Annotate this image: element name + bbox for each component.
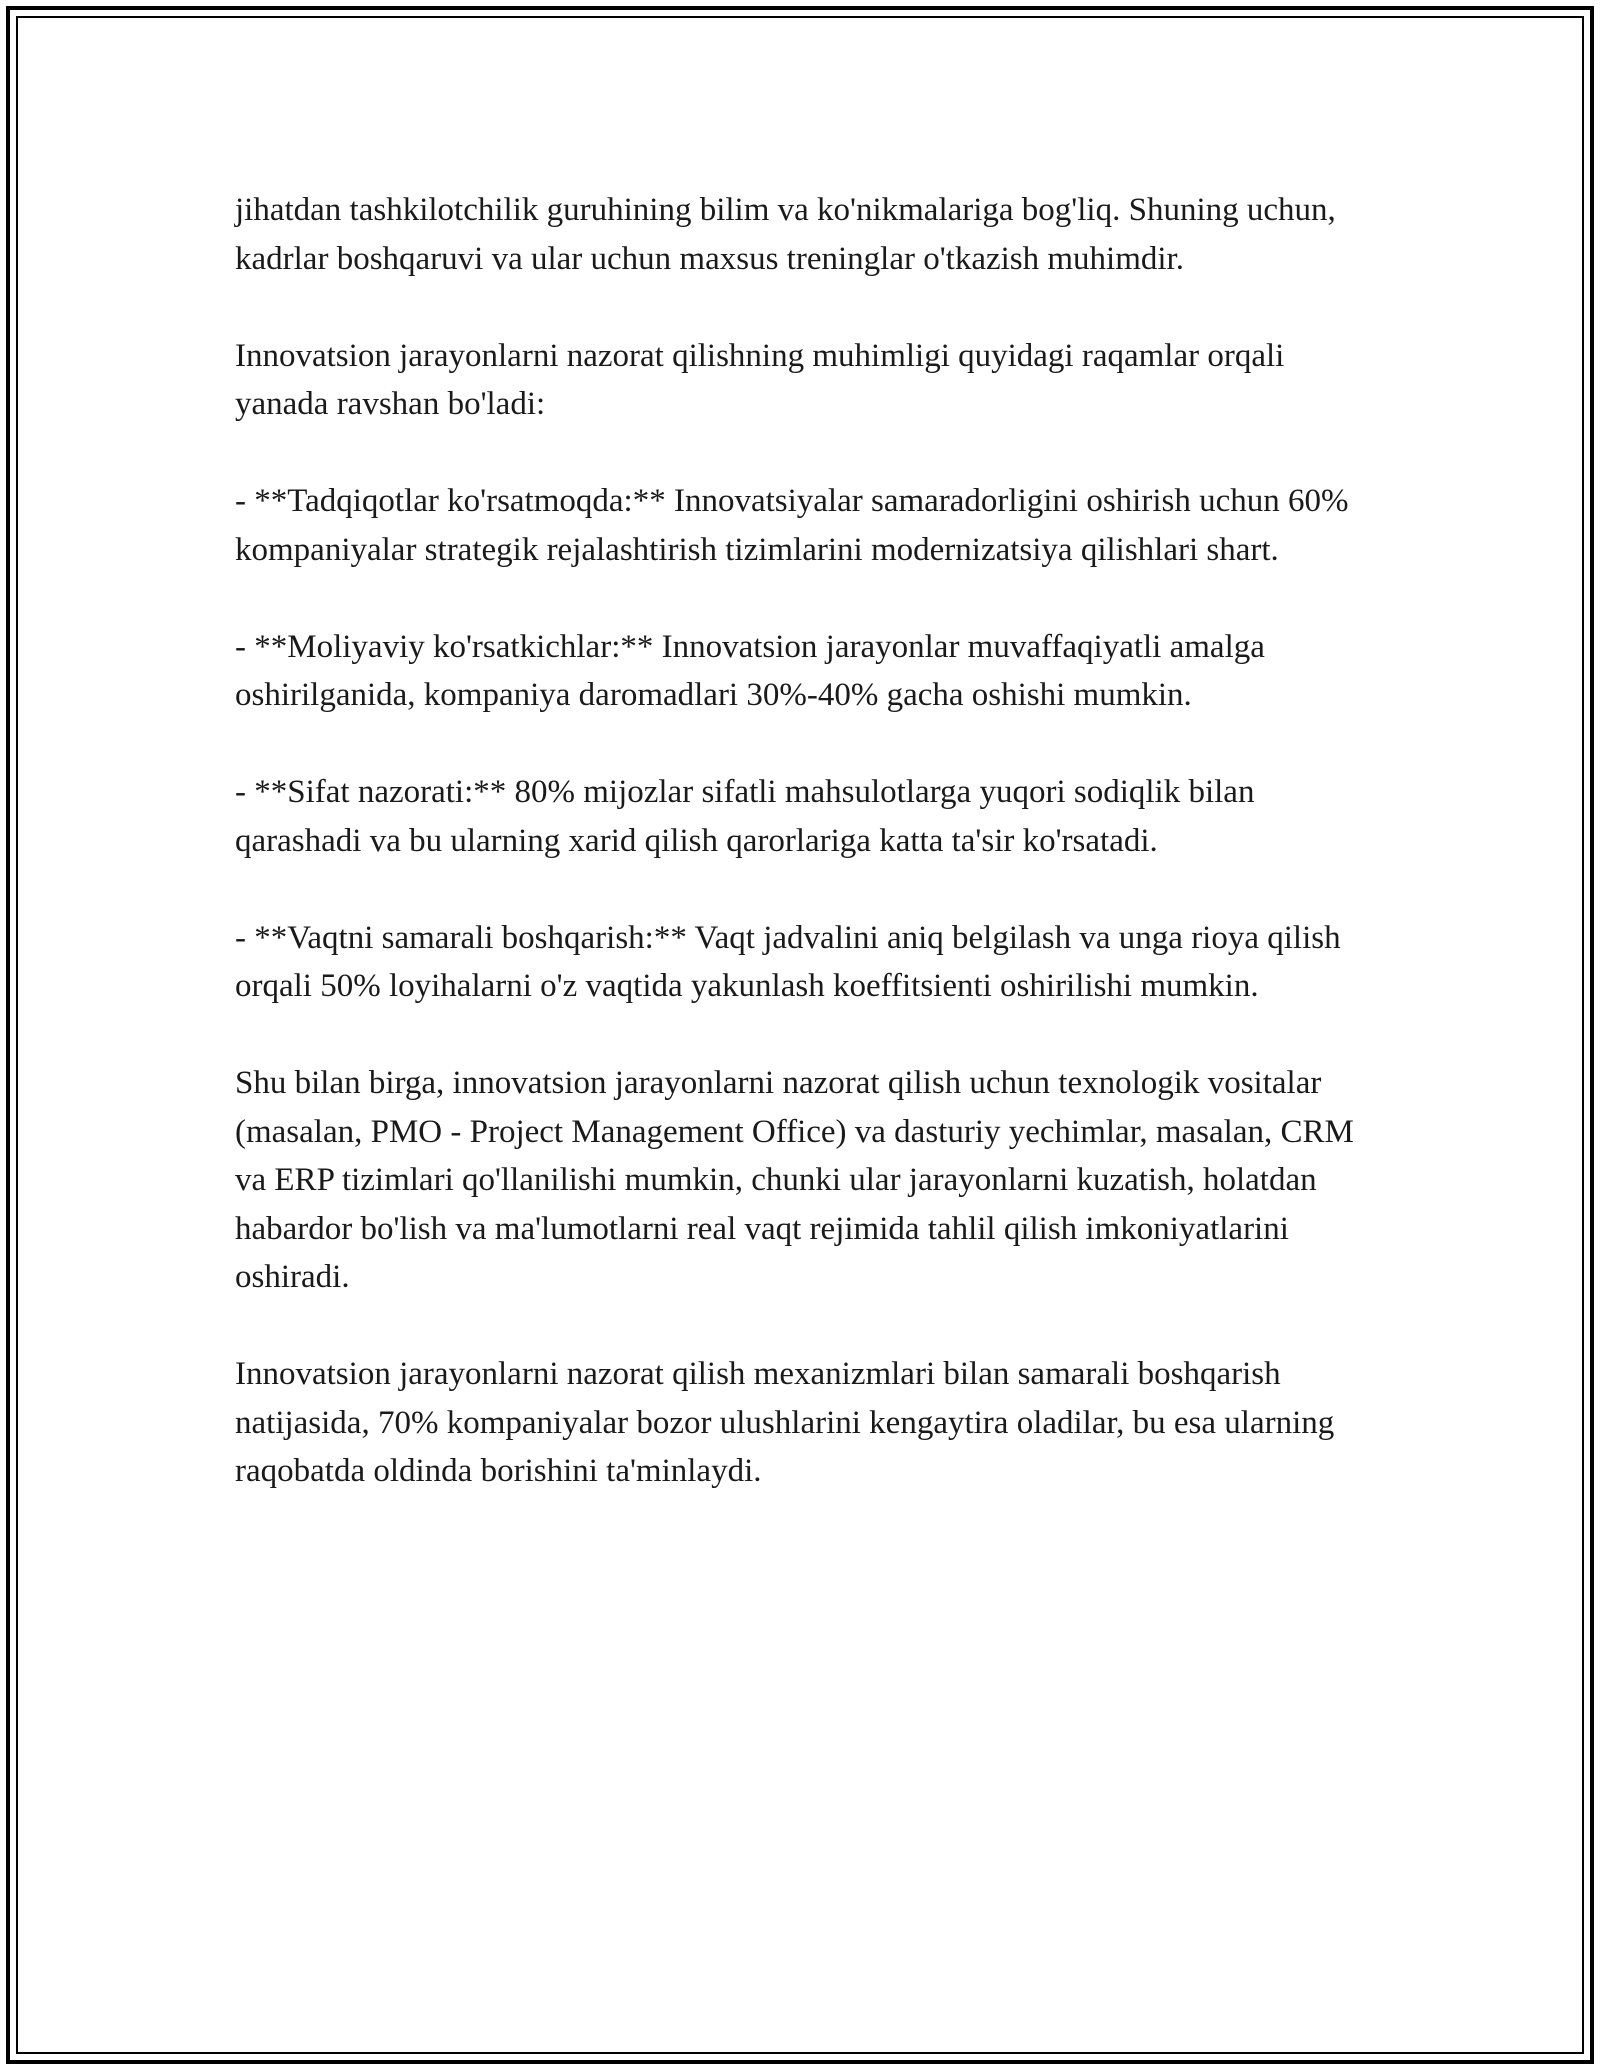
document-body	[235, 186, 1375, 1544]
paragraph-intro-continuation: jihatdan tashkilotchilik guruhining bilim va ko'nikmalariga bog'liq. Shuning uchun, kadrlar boshqaruvi va ular uchun maxsus treninglar o'tkazish muhimdir.	[235, 192, 1336, 277]
list-item-quality: - **Sifat nazorati:** 80% mijozlar sifatli mahsulotlarga yuqori sodiqlik bilan qarashadi va bu ularning xarid qilish qarorlariga katta ta'sir ko'rsatadi.	[235, 774, 1255, 859]
paragraph-tools: Shu bilan birga, innovatsion jarayonlarni nazorat qilish uchun texnologik vositalar (masalan, PMO - Project Management Office) va dasturiy yechimlar, masalan, CRM va ERP tizimlari qo'llanilishi mumkin, chunki ular jarayonlarni kuzatish, holatdan habardor bo'lish va ma'lumotlarni real vaqt rejimida tahlil qilish imkoniyatlarini oshiradi.	[235, 1065, 1354, 1295]
list-item-time-management: - **Vaqtni samarali boshqarish:** Vaqt jadvalini aniq belgilash va unga rioya qilish orqali 50% loyihalarni o'z vaqtida yakunlash koeffitsienti oshirilishi mumkin.	[235, 919, 1341, 1004]
list-item-financial: - **Moliyaviy ko'rsatkichlar:** Innovatsion jarayonlar muvaffaqiyatli amalga oshirilganida, kompaniya daromadlari 30%-40% gacha oshishi mumkin.	[235, 628, 1265, 713]
paragraph-conclusion: Innovatsion jarayonlarni nazorat qilish mexanizmlari bilan samarali boshqarish natijasida, 70% kompaniyalar bozor ulushlarini kengaytira oladilar, bu esa ularning raqobatda oldinda borishini ta'minlaydi.	[235, 1356, 1335, 1489]
paragraph-statistics-lead: Innovatsion jarayonlarni nazorat qilishning muhimligi quyidagi raqamlar orqali yanada ravshan bo'ladi:	[235, 337, 1285, 422]
list-item-research: - **Tadqiqotlar ko'rsatmoqda:** Innovatsiyalar samaradorligini oshirish uchun 60% kompaniyalar strategik rejalashtirish tizimlarini modernizatsiya qilishlari shart.	[235, 483, 1349, 568]
